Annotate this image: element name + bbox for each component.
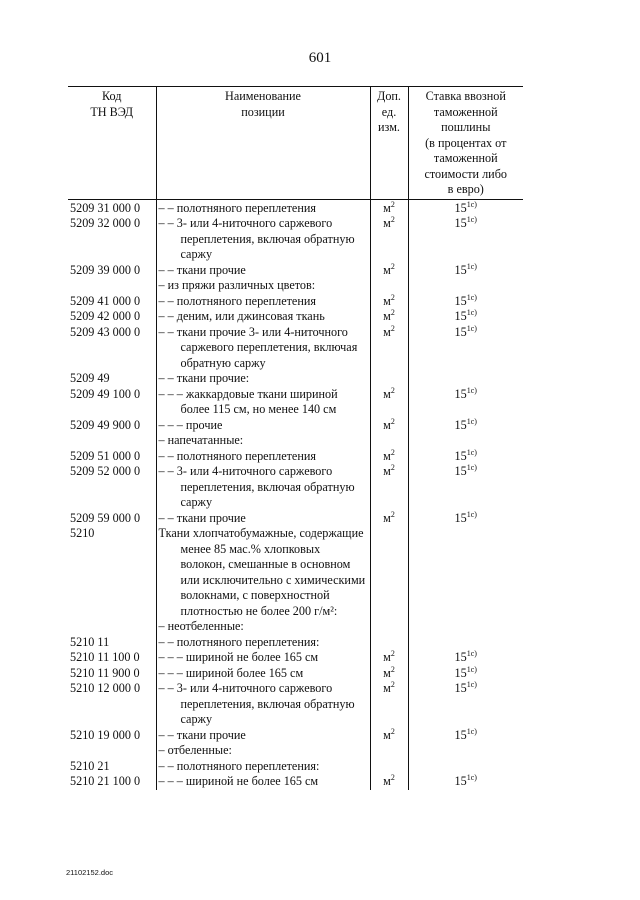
row-name-cell	[156, 263, 370, 279]
footer-filename: 21102152.doc	[66, 868, 113, 877]
header-code: Код ТН ВЭД	[68, 87, 156, 200]
header-name: Наименование позиции	[156, 87, 370, 200]
row-name-cell	[156, 681, 370, 728]
row-name-cell	[156, 449, 370, 465]
row-name-cell	[156, 511, 370, 527]
row-duty-sup: 1с)	[466, 772, 477, 782]
row-duty-cell	[408, 681, 523, 728]
row-unit: м	[383, 510, 391, 525]
row-duty: 15	[454, 386, 467, 401]
row-unit-cell	[370, 526, 408, 619]
row-duty-cell	[408, 309, 523, 325]
table-row	[68, 650, 523, 666]
table-row	[68, 774, 523, 790]
row-name: – – полотняного переплетения:	[158, 634, 320, 649]
row-unit: м	[383, 216, 391, 230]
row-duty-sup: 1с)	[466, 261, 477, 271]
row-unit-cell	[370, 371, 408, 387]
table-row	[68, 263, 523, 279]
table-row	[68, 619, 523, 635]
row-name: – – 3- или 4-ниточного саржевого переплетения, включая обратную саржу	[158, 464, 355, 509]
row-name-cell	[156, 743, 370, 759]
row-unit: м	[383, 293, 391, 308]
row-unit-cell	[370, 387, 408, 418]
row-name-cell	[156, 371, 370, 387]
row-name-cell	[156, 418, 370, 434]
row-unit-sup: 2	[390, 462, 395, 472]
row-duty-cell	[408, 418, 523, 434]
row-duty-sup: 1с)	[466, 385, 477, 395]
row-name: – – – жаккардовые ткани шириной более 115 см, но менее 140 см	[158, 386, 338, 416]
row-name: – – 3- или 4-ниточного саржевого переплетения, включая обратную саржу	[158, 681, 355, 726]
row-unit-sup: 2	[390, 323, 395, 333]
row-duty-sup: 1с)	[466, 416, 477, 426]
row-duty-cell	[408, 635, 523, 651]
row-name: – – полотняного переплетения	[158, 200, 316, 215]
row-name: – – деним, или джинсовая ткань	[158, 309, 325, 323]
table-row	[68, 216, 523, 263]
row-unit: м	[383, 727, 391, 742]
row-unit: м	[383, 417, 391, 432]
table-row	[68, 728, 523, 744]
row-name-cell	[156, 526, 370, 619]
table-row	[68, 449, 523, 465]
row-unit-sup: 2	[390, 664, 395, 674]
row-name-cell	[156, 199, 370, 216]
row-code: 5210 11	[70, 634, 110, 649]
row-duty: 15	[454, 665, 467, 680]
row-duty: 15	[454, 324, 467, 339]
row-duty-cell	[408, 759, 523, 775]
row-code: 5210 21	[70, 758, 110, 773]
row-code: 5209 51 000 0	[70, 448, 141, 463]
row-unit-cell	[370, 449, 408, 465]
row-code: 5210 11 900 0	[70, 665, 140, 680]
page-number: 601	[308, 50, 332, 66]
row-unit: м	[383, 262, 391, 277]
table-row	[68, 681, 523, 728]
row-unit: м	[383, 200, 391, 215]
row-duty-sup: 1с)	[466, 509, 477, 519]
row-unit: м	[383, 665, 391, 680]
row-name-cell	[156, 278, 370, 294]
row-duty: 15	[454, 774, 467, 788]
table-body	[68, 199, 523, 790]
row-unit-sup: 2	[390, 772, 395, 782]
row-duty-sup: 1с)	[466, 648, 477, 658]
table-row	[68, 309, 523, 325]
tariff-table	[68, 86, 523, 790]
table-row	[68, 199, 523, 216]
row-name: – неотбеленные:	[158, 619, 244, 633]
row-unit-sup: 2	[390, 199, 395, 209]
row-name-cell	[156, 650, 370, 666]
row-name-cell	[156, 309, 370, 325]
row-name: Ткани хлопчатобумажные, содержащие менее 85 мас.% хлопковых волокон, смешанные в основном или исключительно с химическими волокнами, с поверхностной плотностью не более 200 г/м²:	[158, 526, 366, 618]
table-row	[68, 433, 523, 449]
row-unit: м	[383, 386, 391, 401]
row-duty-sup: 1с)	[466, 323, 477, 333]
row-name-cell	[156, 294, 370, 310]
row-unit: м	[383, 650, 391, 664]
row-unit: м	[383, 464, 391, 478]
row-duty: 15	[454, 681, 467, 695]
row-name: – – ткани прочие	[158, 727, 246, 742]
row-duty-cell	[408, 666, 523, 682]
row-duty: 15	[454, 262, 467, 277]
row-duty-cell	[408, 216, 523, 263]
row-duty-cell	[408, 774, 523, 790]
row-unit-cell	[370, 666, 408, 682]
row-code: 5209 49	[70, 371, 110, 385]
row-unit-sup: 2	[390, 416, 395, 426]
row-duty: 15	[454, 417, 467, 432]
table-row	[68, 635, 523, 651]
row-name-cell	[156, 635, 370, 651]
row-duty-cell	[408, 325, 523, 372]
row-name-cell	[156, 728, 370, 744]
row-duty: 15	[454, 510, 467, 525]
row-code	[68, 278, 156, 294]
row-unit-cell	[370, 309, 408, 325]
row-unit-cell	[370, 325, 408, 372]
row-unit-sup: 2	[390, 261, 395, 271]
row-name: – – ткани прочие	[158, 510, 246, 525]
row-duty-cell	[408, 619, 523, 635]
row-duty: 15	[454, 650, 467, 664]
row-unit-cell	[370, 759, 408, 775]
row-unit-cell	[370, 681, 408, 728]
row-name-cell	[156, 619, 370, 635]
table-row	[68, 526, 523, 619]
row-name: – – – шириной не более 165 см	[158, 650, 319, 664]
row-unit-cell	[370, 511, 408, 527]
row-unit: м	[383, 774, 391, 788]
table-row	[68, 759, 523, 775]
row-duty-cell	[408, 294, 523, 310]
row-code: 5209 42 000 0	[70, 309, 141, 323]
row-code: 5210 12 000 0	[70, 681, 141, 695]
row-unit-cell	[370, 278, 408, 294]
row-duty-cell	[408, 199, 523, 216]
row-unit-sup: 2	[390, 509, 395, 519]
row-duty-cell	[408, 526, 523, 619]
row-unit-cell	[370, 263, 408, 279]
row-unit: м	[383, 309, 391, 323]
row-unit-sup: 2	[390, 447, 395, 457]
table-row	[68, 371, 523, 387]
row-name: – – – шириной более 165 см	[158, 665, 304, 680]
row-name: – из пряжи различных цветов:	[158, 278, 316, 292]
table-row	[68, 387, 523, 418]
row-unit-sup: 2	[390, 648, 395, 658]
row-name: – – полотняного переплетения	[158, 448, 316, 463]
row-duty: 15	[454, 464, 467, 478]
row-unit-sup: 2	[390, 214, 395, 224]
row-unit: м	[383, 681, 391, 695]
row-code: 5210 21 100 0	[70, 774, 141, 788]
row-duty-cell	[408, 433, 523, 449]
row-duty-sup: 1с)	[466, 292, 477, 302]
row-name-cell	[156, 325, 370, 372]
row-duty-sup: 1с)	[466, 307, 477, 317]
row-duty: 15	[454, 293, 467, 308]
row-unit-sup: 2	[390, 385, 395, 395]
table-row	[68, 325, 523, 372]
row-duty-sup: 1с)	[466, 214, 477, 224]
row-duty-sup: 1с)	[466, 199, 477, 209]
row-duty-cell	[408, 511, 523, 527]
row-unit-cell	[370, 294, 408, 310]
row-duty-sup: 1с)	[466, 664, 477, 674]
row-code: 5209 41 000 0	[70, 293, 141, 308]
row-duty: 15	[454, 200, 467, 215]
row-unit-cell	[370, 650, 408, 666]
row-duty-cell	[408, 743, 523, 759]
row-code	[68, 433, 156, 449]
row-unit-cell	[370, 433, 408, 449]
row-unit-cell	[370, 774, 408, 790]
row-name-cell	[156, 464, 370, 511]
row-unit-cell	[370, 199, 408, 216]
row-name-cell	[156, 433, 370, 449]
row-code: 5209 32 000 0	[70, 216, 141, 230]
row-name: – – 3- или 4-ниточного саржевого переплетения, включая обратную саржу	[158, 216, 355, 261]
row-name: – – ткани прочие	[158, 262, 246, 277]
row-unit-sup: 2	[390, 726, 395, 736]
table-row	[68, 418, 523, 434]
row-duty-cell	[408, 464, 523, 511]
row-code: 5209 49 100 0	[70, 386, 141, 401]
row-name-cell	[156, 774, 370, 790]
table-row	[68, 464, 523, 511]
table-row	[68, 294, 523, 310]
row-duty: 15	[454, 216, 467, 230]
row-code: 5209 52 000 0	[70, 464, 141, 478]
row-code: 5209 59 000 0	[70, 510, 141, 525]
row-code: 5210 19 000 0	[70, 727, 141, 742]
row-unit-cell	[370, 619, 408, 635]
row-duty-cell	[408, 371, 523, 387]
row-name: – – полотняного переплетения	[158, 293, 316, 308]
row-unit-cell	[370, 743, 408, 759]
row-name: – напечатанные:	[158, 433, 244, 447]
row-duty: 15	[454, 727, 467, 742]
table-row	[68, 743, 523, 759]
row-code	[68, 619, 156, 635]
row-duty-cell	[408, 650, 523, 666]
row-unit-cell	[370, 464, 408, 511]
row-duty-cell	[408, 728, 523, 744]
row-unit-sup: 2	[390, 292, 395, 302]
row-name: – – ткани прочие 3- или 4-ниточного саржевого переплетения, включая обратную саржу	[158, 324, 358, 370]
row-unit-cell	[370, 216, 408, 263]
row-name: – отбеленные:	[158, 743, 232, 757]
row-name: – – – шириной не более 165 см	[158, 774, 319, 788]
header-duty: Ставка ввозной таможенной пошлины (в процентах от таможенной стоимости либо в евро)	[408, 87, 523, 200]
row-name-cell	[156, 759, 370, 775]
header-unit: Доп. ед. изм.	[370, 87, 408, 200]
row-code	[68, 743, 156, 759]
row-duty-sup: 1с)	[466, 447, 477, 457]
row-duty-cell	[408, 449, 523, 465]
table-row	[68, 666, 523, 682]
row-duty-sup: 1с)	[466, 679, 477, 689]
row-unit: м	[383, 324, 391, 339]
row-code: 5209 49 900 0	[70, 417, 141, 432]
row-duty: 15	[454, 448, 467, 463]
row-unit-cell	[370, 418, 408, 434]
row-code: 5210 11 100 0	[70, 650, 140, 664]
row-code: 5209 31 000 0	[70, 200, 141, 215]
row-code: 5210	[70, 526, 95, 540]
row-name: – – полотняного переплетения:	[158, 758, 320, 773]
row-duty-cell	[408, 387, 523, 418]
row-unit-sup: 2	[390, 307, 395, 317]
row-name: – – – прочие	[158, 417, 223, 432]
row-name-cell	[156, 387, 370, 418]
row-duty-sup: 1с)	[466, 726, 477, 736]
row-duty-sup: 1с)	[466, 462, 477, 472]
row-unit-cell	[370, 728, 408, 744]
row-duty: 15	[454, 309, 467, 323]
row-duty-cell	[408, 278, 523, 294]
row-unit-sup: 2	[390, 679, 395, 689]
table-header	[68, 87, 523, 200]
row-duty-cell	[408, 263, 523, 279]
row-name-cell	[156, 666, 370, 682]
row-name: – – ткани прочие:	[158, 371, 250, 385]
row-unit: м	[383, 448, 391, 463]
table-row	[68, 511, 523, 527]
row-name-cell	[156, 216, 370, 263]
row-code: 5209 43 000 0	[70, 324, 141, 339]
row-code: 5209 39 000 0	[70, 262, 141, 277]
row-unit-cell	[370, 635, 408, 651]
table-row	[68, 278, 523, 294]
